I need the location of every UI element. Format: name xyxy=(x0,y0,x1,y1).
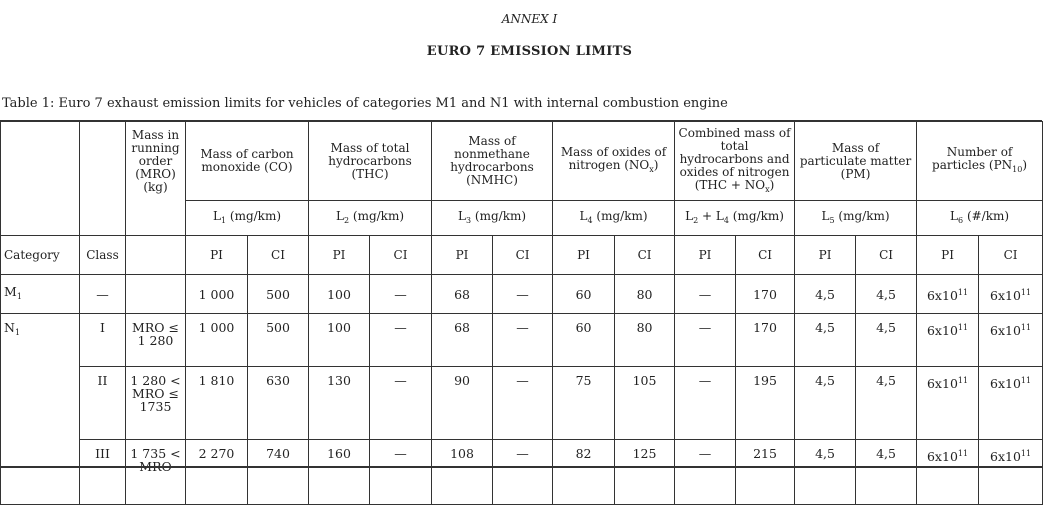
nmhc-ci-cell: — xyxy=(493,275,553,314)
co-ci-cell: 500 xyxy=(248,275,309,314)
mro-cell xyxy=(126,275,186,314)
nmhc-pi-cell: 90 xyxy=(432,367,493,440)
class-cell: III xyxy=(80,440,126,505)
pm-pi-cell: 4,5 xyxy=(795,367,856,440)
nmhc-pi-cell: 108 xyxy=(432,440,493,505)
unit-l5: $L_5$ (mg/km) xyxy=(795,201,917,236)
co-pi-cell: 1 000 xyxy=(186,275,248,314)
co-pi-cell: 1 000 xyxy=(186,314,248,367)
pn-ci-cell: $6x10^{11}$ xyxy=(979,314,1043,367)
co-ci-cell: 740 xyxy=(248,440,309,505)
unit-l2: $L_2$ (mg/km) xyxy=(309,201,432,236)
class-cell: — xyxy=(80,275,126,314)
table-row xyxy=(1,314,1043,367)
mro-label-blank xyxy=(126,236,186,275)
pn-ci-label: CI xyxy=(979,236,1043,275)
table-row xyxy=(1,367,1043,440)
class-label: Class xyxy=(80,236,126,275)
mro-cell: 1 735 < MRO xyxy=(126,440,186,505)
unit-l1: $L_1$ (mg/km) xyxy=(186,201,309,236)
thc-ci-cell: — xyxy=(370,367,432,440)
pm-pi-label: PI xyxy=(795,236,856,275)
thc-ci-cell: — xyxy=(370,314,432,367)
combined-ci-cell: 195 xyxy=(736,367,795,440)
pn-pi-cell: $6x10^{11}$ xyxy=(917,440,979,505)
nox-ci-cell: 80 xyxy=(615,275,675,314)
pn-ci-cell: $6x10^{11}$ xyxy=(979,275,1043,314)
document-title: EURO 7 EMISSION LIMITS xyxy=(426,44,633,59)
co-ci-cell: 630 xyxy=(248,367,309,440)
nox-pi-cell: 60 xyxy=(553,275,615,314)
co-pi-cell: 2 270 xyxy=(186,440,248,505)
pn-pi-cell: $6x10^{11}$ xyxy=(917,367,979,440)
nmhc-header: Mass of nonmethane hydrocarbons (NMHC) xyxy=(432,122,553,201)
pn-header: Number of particles $(PN_{10})$ xyxy=(917,122,1043,201)
pn-ci-cell: $6x10^{11}$ xyxy=(979,367,1043,440)
nmhc-pi-cell: 68 xyxy=(432,314,493,367)
unit-l6: $L_6$ (#/km) xyxy=(917,201,1043,236)
table-top-rule xyxy=(0,120,1042,122)
pm-pi-cell: 4,5 xyxy=(795,440,856,505)
class-header-blank xyxy=(80,122,126,236)
nox-ci-cell: 80 xyxy=(615,314,675,367)
table-row xyxy=(1,275,1043,314)
category-label: Category xyxy=(1,236,80,275)
pm-ci-cell: 4,5 xyxy=(856,367,917,440)
pm-ci-label: CI xyxy=(856,236,917,275)
nox-header: Mass of oxides of nitrogen $(NO_x)$ xyxy=(553,122,675,201)
co-pi-cell: 1 810 xyxy=(186,367,248,440)
class-cell: II xyxy=(80,367,126,440)
combined-header: Combined mass of total hydrocarbons and oxides of nitrogen $(THC + NO_x)$ xyxy=(675,122,795,201)
table-bottom-rule xyxy=(0,466,1042,468)
pm-ci-cell: 4,5 xyxy=(856,440,917,505)
nmhc-ci-cell: — xyxy=(493,314,553,367)
pm-ci-cell: 4,5 xyxy=(856,275,917,314)
table-caption: Table 1: Euro 7 exhaust emission limits for vehicles of categories M1 and N1 with internal combustion engine xyxy=(2,96,728,111)
combined-pi-cell: — xyxy=(675,367,736,440)
nmhc-ci-cell: — xyxy=(493,367,553,440)
combined-ci-cell: 170 xyxy=(736,275,795,314)
table-row xyxy=(1,440,1043,505)
thc-pi-cell: 100 xyxy=(309,275,370,314)
nox-pi-label: PI xyxy=(553,236,615,275)
nmhc-pi-cell: 68 xyxy=(432,275,493,314)
thc-ci-cell: — xyxy=(370,440,432,505)
co-header: Mass of carbon monoxide (CO) xyxy=(186,122,309,201)
pn-pi-label: PI xyxy=(917,236,979,275)
combined-ci-cell: 170 xyxy=(736,314,795,367)
emission-limits-table xyxy=(0,121,1043,505)
thc-pi-cell: 130 xyxy=(309,367,370,440)
combined-ci-cell: 215 xyxy=(736,440,795,505)
pn-ci-cell: $6x10^{11}$ xyxy=(979,440,1043,505)
nmhc-ci-cell: — xyxy=(493,440,553,505)
thc-header: Mass of total hydrocarbons (THC) xyxy=(309,122,432,201)
combined-pi-cell: — xyxy=(675,314,736,367)
combined-ci-label: CI xyxy=(736,236,795,275)
nox-ci-cell: 105 xyxy=(615,367,675,440)
combined-pi-cell: — xyxy=(675,275,736,314)
mro-cell: MRO ≤ 1 280 xyxy=(126,314,186,367)
thc-pi-label: PI xyxy=(309,236,370,275)
co-ci-label: CI xyxy=(248,236,309,275)
co-ci-cell: 500 xyxy=(248,314,309,367)
category-cell: $M_1$ xyxy=(1,275,80,314)
mro-header: Mass in running order (MRO) (kg) xyxy=(126,122,186,236)
thc-pi-cell: 160 xyxy=(309,440,370,505)
nmhc-pi-label: PI xyxy=(432,236,493,275)
pn-pi-cell: $6x10^{11}$ xyxy=(917,314,979,367)
category-cell: $N_1$ xyxy=(1,314,80,505)
nox-ci-label: CI xyxy=(615,236,675,275)
thc-ci-cell: — xyxy=(370,275,432,314)
unit-l4: $L_4$ (mg/km) xyxy=(553,201,675,236)
unit-l2-l4: $L_2 + L_4$ (mg/km) xyxy=(675,201,795,236)
combined-pi-cell: — xyxy=(675,440,736,505)
nox-ci-cell: 125 xyxy=(615,440,675,505)
pn-pi-cell: $6x10^{11}$ xyxy=(917,275,979,314)
class-cell: I xyxy=(80,314,126,367)
nmhc-ci-label: CI xyxy=(493,236,553,275)
pm-pi-cell: 4,5 xyxy=(795,275,856,314)
thc-pi-cell: 100 xyxy=(309,314,370,367)
combined-pi-label: PI xyxy=(675,236,736,275)
pm-ci-cell: 4,5 xyxy=(856,314,917,367)
category-header-blank xyxy=(1,122,80,236)
co-pi-label: PI xyxy=(186,236,248,275)
unit-l3: $L_3$ (mg/km) xyxy=(432,201,553,236)
pm-pi-cell: 4,5 xyxy=(795,314,856,367)
thc-ci-label: CI xyxy=(370,236,432,275)
annex-label: ANNEX I xyxy=(501,12,558,26)
nox-pi-cell: 82 xyxy=(553,440,615,505)
nox-pi-cell: 60 xyxy=(553,314,615,367)
mro-cell: 1 280 < MRO ≤ 1735 xyxy=(126,367,186,440)
nox-pi-cell: 75 xyxy=(553,367,615,440)
pm-header: Mass of particulate matter (PM) xyxy=(795,122,917,201)
